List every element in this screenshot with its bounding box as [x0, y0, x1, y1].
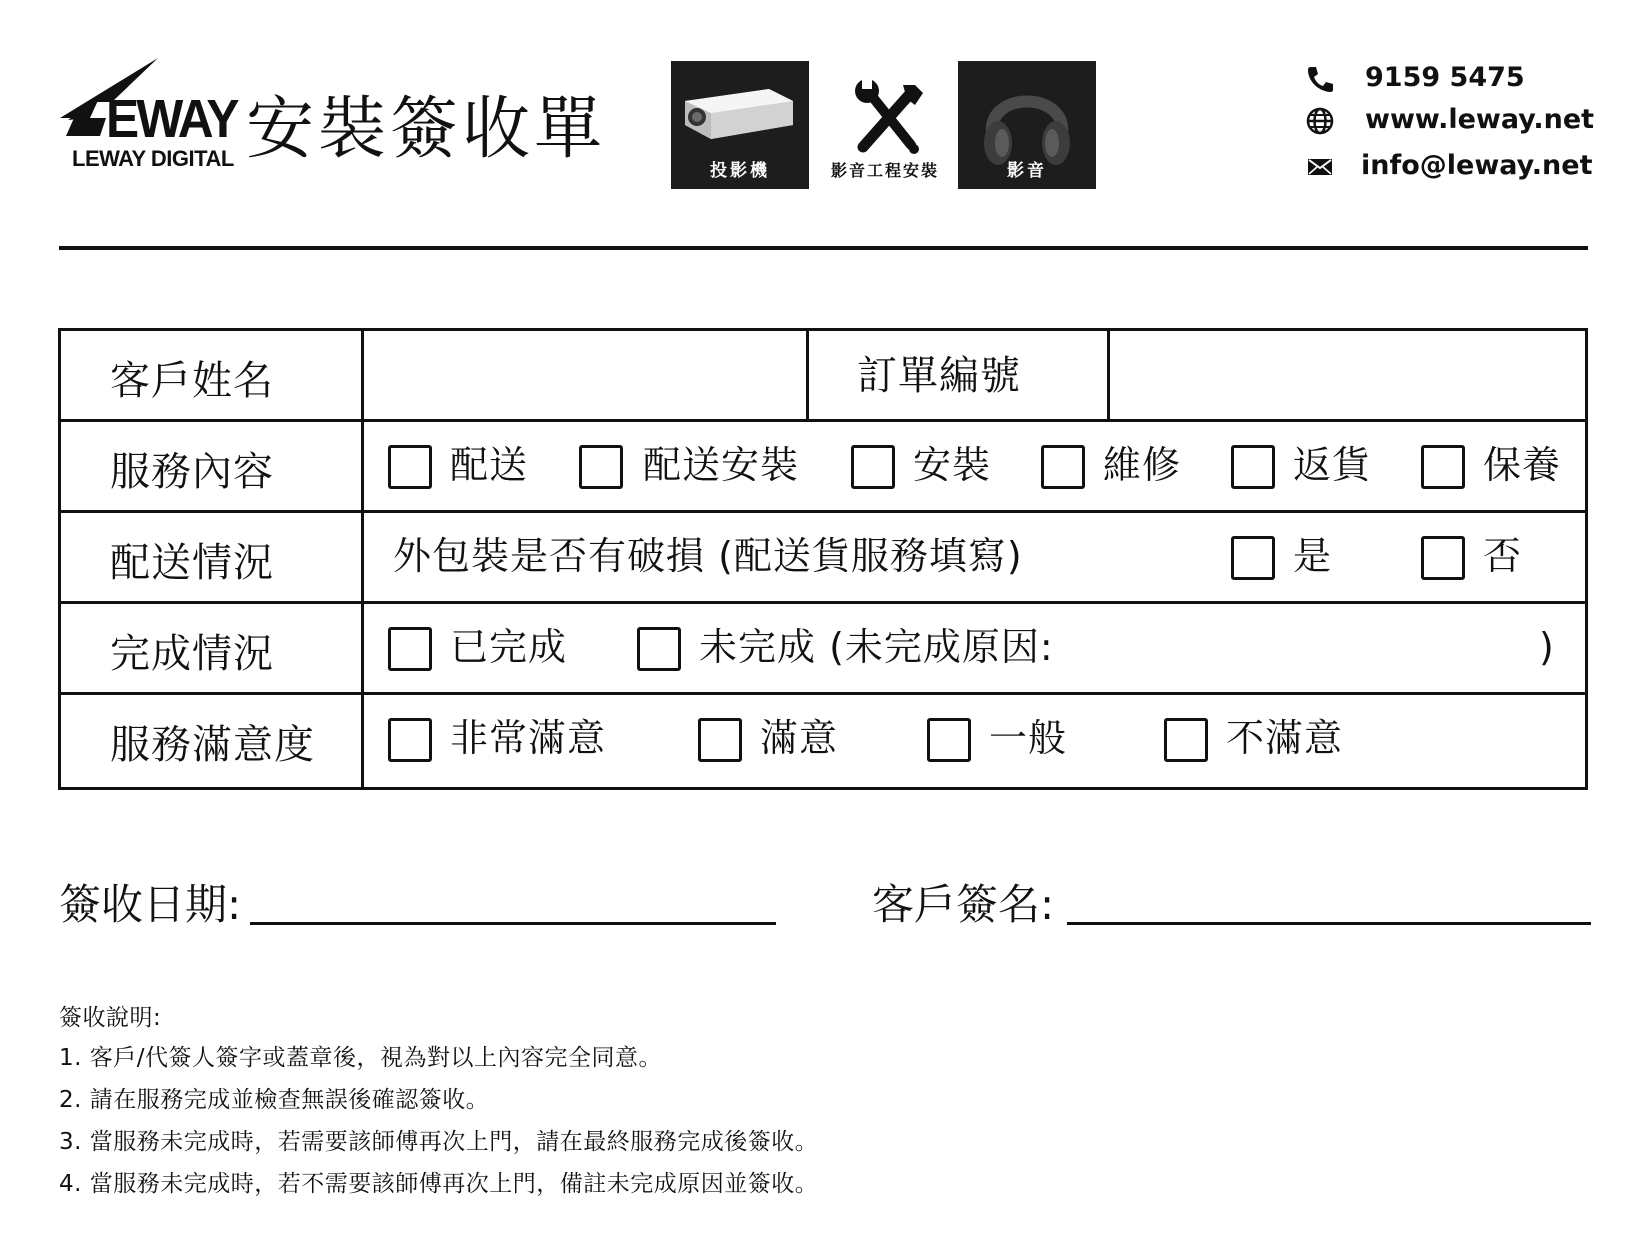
service-option-maintenance: 保養 — [1483, 443, 1562, 487]
service-checkbox-delivery[interactable] — [388, 445, 432, 489]
completion-option-undone: 未完成 (未完成原因: — [699, 625, 1054, 669]
globe-icon — [1305, 106, 1335, 136]
sign-date-line[interactable] — [250, 922, 776, 925]
row-delivery — [61, 513, 1585, 604]
tile-label-installation: 影音工程安裝 — [830, 161, 939, 180]
service-checkbox-return[interactable] — [1231, 445, 1275, 489]
phone-icon — [1305, 64, 1335, 94]
completion-option-done: 已完成 — [450, 625, 568, 669]
completion-close-paren: ) — [1539, 625, 1555, 669]
satisfaction-option-average: 一般 — [989, 716, 1068, 760]
header-divider — [59, 246, 1588, 250]
satisfaction-checkbox-average[interactable] — [927, 718, 971, 762]
delivery-question: 外包裝是否有破損 (配送貨服務填寫) — [393, 534, 1023, 578]
order-number-label: 訂單編號 — [857, 353, 1021, 399]
tile-projector — [671, 61, 809, 189]
website-url[interactable]: www.leway.net — [1365, 104, 1595, 135]
delivery-option-yes: 是 — [1293, 534, 1333, 578]
satisfaction-checkbox-very-satisfied[interactable] — [388, 718, 432, 762]
completion-checkbox-done[interactable] — [388, 627, 432, 671]
service-checkbox-repair[interactable] — [1041, 445, 1085, 489]
phone-number: 9159 5475 — [1365, 62, 1525, 93]
delivery-option-no: 否 — [1483, 534, 1523, 578]
customer-name-field[interactable] — [364, 331, 806, 419]
order-label-left-divider — [806, 331, 809, 419]
tile-installation — [811, 61, 959, 189]
satisfaction-option-dissatisfied: 不滿意 — [1226, 716, 1344, 760]
note-item-1: 1. 客戶/代簽人簽字或蓋章後，視為對以上內容完全同意。 — [59, 1045, 663, 1071]
completion-checkbox-undone[interactable] — [637, 627, 681, 671]
customer-signature-label: 客戶簽名: — [872, 880, 1055, 929]
service-checkbox-maintenance[interactable] — [1421, 445, 1465, 489]
sign-date-label: 簽收日期: — [59, 880, 242, 929]
service-option-delivery: 配送 — [450, 443, 529, 487]
service-option-install: 安裝 — [913, 443, 992, 487]
tile-audio — [958, 61, 1096, 189]
delivery-label: 配送情況 — [110, 540, 274, 586]
delivery-checkbox-no[interactable] — [1421, 536, 1465, 580]
note-item-4: 4. 當服務未完成時，若不需要該師傅再次上門，備註未完成原因並簽收。 — [59, 1171, 819, 1197]
customer-name-label: 客戶姓名 — [110, 358, 274, 404]
contact-email — [1305, 150, 1635, 184]
service-label: 服務內容 — [110, 449, 274, 495]
service-checkbox-delivery-install[interactable] — [579, 445, 623, 489]
service-option-return: 返貨 — [1293, 443, 1372, 487]
delivery-checkbox-yes[interactable] — [1231, 536, 1275, 580]
order-number-field[interactable] — [1110, 331, 1585, 419]
email-address[interactable]: info@leway.net — [1361, 150, 1593, 181]
satisfaction-checkbox-satisfied[interactable] — [698, 718, 742, 762]
notes-heading: 簽收說明: — [59, 1005, 162, 1031]
service-option-repair: 維修 — [1103, 443, 1182, 487]
satisfaction-label: 服務滿意度 — [110, 722, 315, 768]
row-satisfaction — [61, 695, 1585, 786]
tile-label-audio: 影音 — [1007, 161, 1047, 181]
logo-word: EWAY — [106, 89, 237, 149]
completion-label: 完成情況 — [110, 631, 274, 677]
incomplete-reason-field[interactable] — [1021, 614, 1521, 680]
service-option-delivery-install: 配送安裝 — [643, 443, 800, 487]
row-customer — [61, 331, 1585, 422]
document-title: 安裝簽收單 — [246, 90, 607, 169]
service-checkbox-install[interactable] — [851, 445, 895, 489]
tile-label-projector: 投影機 — [710, 161, 770, 181]
contact-website — [1305, 104, 1635, 138]
note-item-2: 2. 請在服務完成並檢查無誤後確認簽收。 — [59, 1087, 490, 1113]
receipt-table — [58, 328, 1588, 790]
envelope-icon — [1305, 152, 1335, 182]
row-completion — [61, 604, 1585, 695]
contact-phone — [1305, 62, 1635, 96]
row-service — [61, 422, 1585, 513]
logo-subtitle: LEWAY DIGITAL — [72, 146, 234, 171]
note-item-3: 3. 當服務未完成時，若需要該師傅再次上門，請在最終服務完成後簽收。 — [59, 1129, 819, 1155]
satisfaction-checkbox-dissatisfied[interactable] — [1164, 718, 1208, 762]
satisfaction-option-satisfied: 滿意 — [760, 716, 839, 760]
customer-signature-line[interactable] — [1067, 922, 1591, 925]
satisfaction-option-very-satisfied: 非常滿意 — [450, 716, 607, 760]
leway-logo — [60, 56, 237, 176]
